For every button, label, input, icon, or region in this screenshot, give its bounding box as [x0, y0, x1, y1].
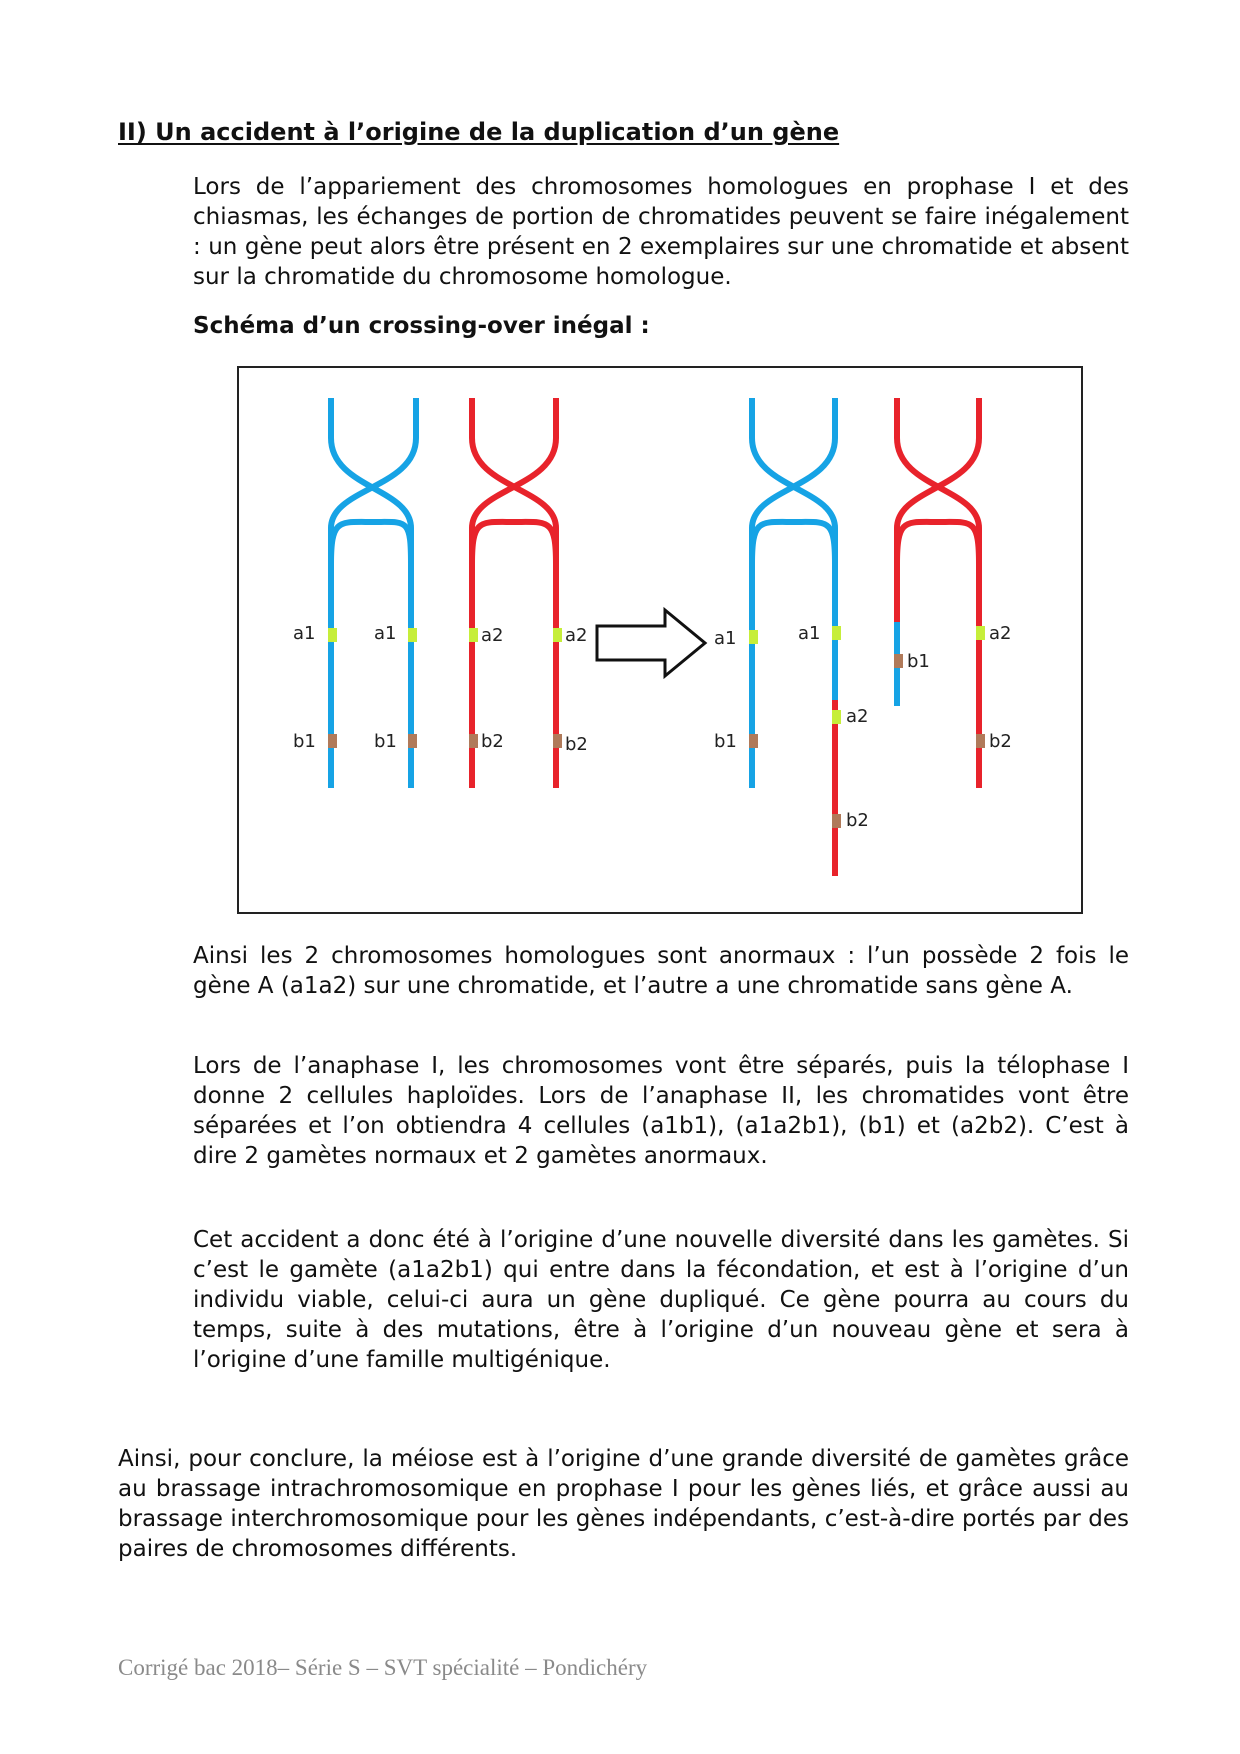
- blue-chromatid-after-left: [752, 398, 835, 700]
- marker-a1-right: [408, 628, 417, 642]
- label-a1-2: a1: [374, 623, 397, 644]
- red-chromatid-right: [472, 398, 556, 788]
- intro-paragraph: Lors de l’appariement des chromosomes homologues en prophase I et des chiasmas, les échanges de portion de chromatides peuvent se faire inégalement : un gène peut alors être présent en 2 exemplaires sur une chromatide et absent sur la chromatide du chromosome homologue.: [193, 174, 1129, 290]
- marker-b1-left: [328, 734, 337, 748]
- red-chromatid-lower-arc: [472, 522, 556, 564]
- marker-after-a2-right: [976, 626, 985, 640]
- label-a2-2: a2: [565, 625, 588, 646]
- label-a1-1: a1: [293, 623, 316, 644]
- paragraph-abnormal-chromosomes: Ainsi les 2 chromosomes homologues sont anormaux : l’un possède 2 fois le gène A (a1a2) sur une chromatide, et l’autre a une chromatide sans gène A.: [193, 943, 1129, 999]
- crossing-over-diagram: [237, 366, 1083, 914]
- marker-b1-right: [408, 734, 417, 748]
- marker-b2-right: [553, 734, 562, 748]
- page-footer: Corrigé bac 2018– Série S – SVT spécialité – Pondichéry: [118, 1655, 648, 1680]
- blue-chromatid-after-right: [752, 398, 835, 788]
- blue-chromatid-left-lower: [331, 522, 411, 564]
- red-chromatid-after-arc: [897, 522, 979, 564]
- label-after-b1-short: b1: [907, 651, 930, 672]
- label-a2-1: a2: [481, 625, 504, 646]
- red-chromatid-after-right: [897, 398, 979, 622]
- label-b1-1: b1: [293, 731, 316, 752]
- paragraph-anaphase: Lors de l’anaphase I, les chromosomes vont être séparés, puis la télophase I donne 2 cellules haploïdes. Lors de l’anaphase II, les chromatides vont être séparées et l’on obtiendra 4 cellules (a1b1), (a1a2b1), (b1) et (a2b2). C’est à dire 2 gamètes normaux et 2 gamètes anormaux.: [193, 1053, 1129, 1169]
- blue-chromatid-left: [331, 398, 411, 788]
- label-after-a2-dup: a2: [846, 706, 869, 727]
- marker-after-b2-dup: [832, 814, 841, 828]
- arrow-icon: [597, 610, 705, 676]
- marker-after-a2-dup: [832, 710, 841, 724]
- marker-after-b1-short: [894, 654, 903, 668]
- paragraph-diversity: Cet accident a donc été à l’origine d’une nouvelle diversité dans les gamètes. Si c’est le gamète (a1a2b1) qui entre dans la fécondation, et est à l’origine d’un individu viable, celui-ci aura un gène dupliqué. Ce gène pourra au cours du temps, suite à des mutations, être à l’origine d’un nouveau gène et sera à l’origine d’une famille multigénique.: [193, 1227, 1129, 1373]
- marker-after-b1-left: [749, 734, 758, 748]
- label-after-b2-dup: b2: [846, 810, 869, 831]
- marker-after-a1-right: [832, 626, 841, 640]
- conclusion-paragraph: Ainsi, pour conclure, la méiose est à l’origine d’une grande diversité de gamètes grâce au brassage intrachromosomique en prophase I pour les gènes liés, et grâce aussi au brassage interchromosomique pour les gènes indépendants, c’est-à-dire portés par des paires de chromosomes différents.: [118, 1446, 1129, 1562]
- marker-a2-right: [553, 628, 562, 642]
- label-after-a1-1: a1: [714, 628, 737, 649]
- label-after-b1-1: b1: [714, 731, 737, 752]
- blue-chromatid-after-arc: [752, 522, 835, 564]
- marker-after-a1-left: [749, 630, 758, 644]
- marker-a1-left: [328, 628, 337, 642]
- red-chromatid-left: [472, 398, 556, 788]
- section-heading: II) Un accident à l’origine de la duplication d’un gène: [118, 118, 840, 146]
- marker-after-b2-right: [976, 734, 985, 748]
- marker-b2-left: [469, 734, 478, 748]
- label-after-b2-right: b2: [989, 731, 1012, 752]
- diagram-svg: [239, 368, 1085, 916]
- label-after-a1-2: a1: [798, 623, 821, 644]
- red-chromatid-after-left: [897, 398, 979, 788]
- label-after-a2-right: a2: [989, 623, 1012, 644]
- blue-chromatid-right: [331, 398, 416, 788]
- label-b1-2: b1: [374, 731, 397, 752]
- marker-a2-left: [469, 628, 478, 642]
- label-b2-1: b2: [481, 731, 504, 752]
- label-b2-2: b2: [565, 734, 588, 755]
- schema-title: Schéma d’un crossing-over inégal :: [193, 313, 650, 339]
